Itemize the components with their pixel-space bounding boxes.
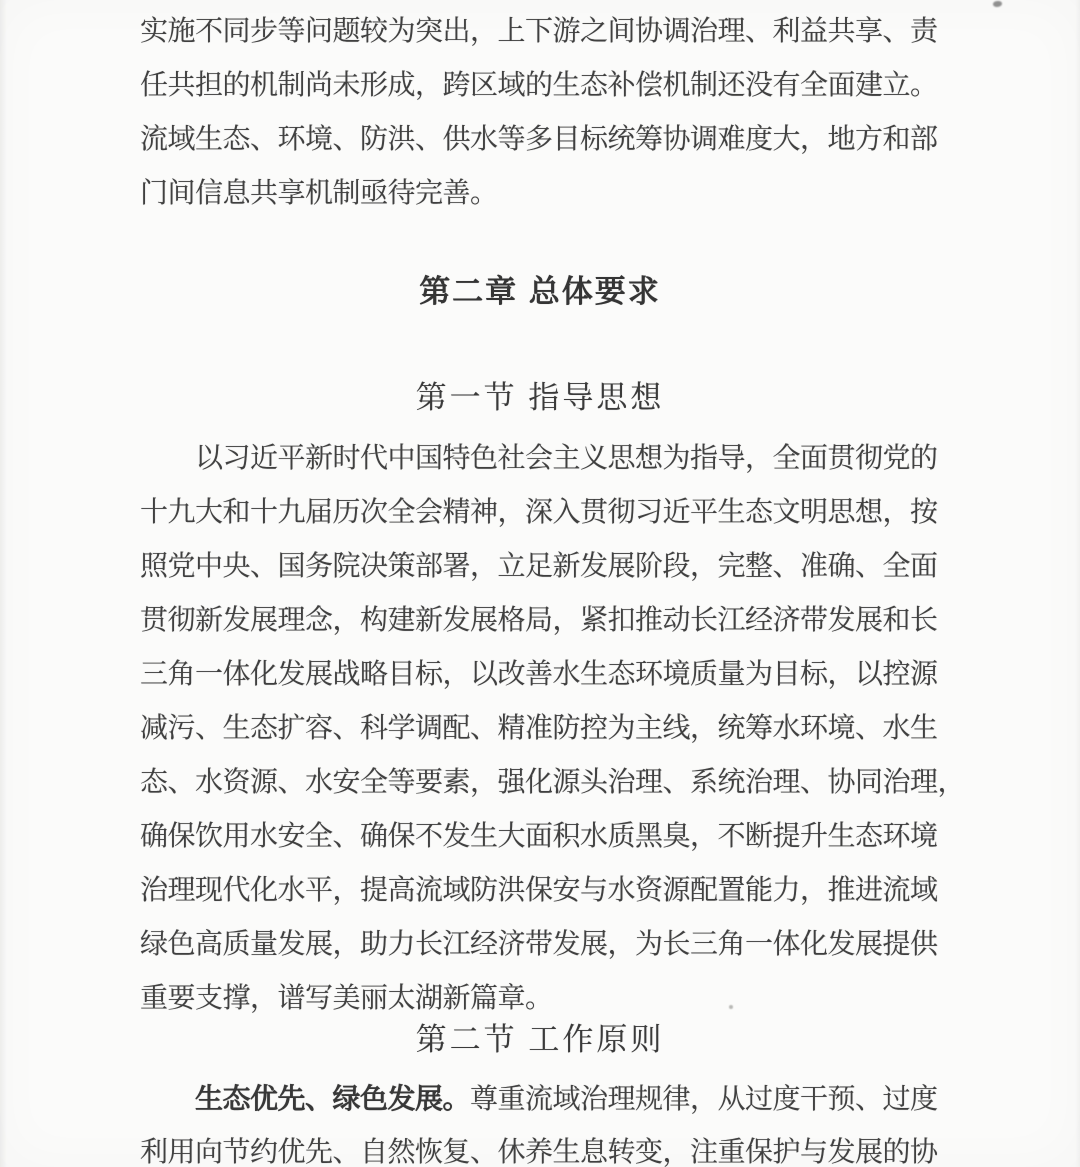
paragraph-continuation [140, 5, 952, 221]
body-text-line: 减污、生态扩容、科学调配、精准防控为主线，统筹水环境、水生 [140, 713, 938, 744]
paragraph-guiding-ideology [140, 432, 966, 1026]
body-text-line: 流域生态、环境、防洪、供水等多目标统筹协调难度大，地方和部 [140, 124, 938, 155]
principle-name-bold: 生态优先、绿色发展。 [195, 1083, 471, 1114]
body-text-line: 任共担的机制尚未形成，跨区域的生态补偿机制还没有全面建立。 [140, 70, 938, 101]
body-text-line: 态、水资源、水安全等要素，强化源头治理、系统治理、协同治理， [140, 767, 966, 798]
chapter-heading: 第二章 总体要求 [419, 274, 661, 309]
body-text-line: 三角一体化发展战略目标，以改善水生态环境质量为目标，以控源 [140, 659, 938, 690]
body-text-line: 门间信息共享机制亟待完善。 [140, 178, 498, 209]
body-text-line: 绿色高质量发展，助力长江经济带发展，为长三角一体化发展提供 [140, 929, 938, 960]
body-text-line [140, 1072, 952, 1126]
body-text-line: 利用向节约优先、自然恢复、休养生息转变，注重保护与发展的协 [140, 1137, 938, 1167]
paragraph-work-principles [140, 1072, 952, 1167]
body-text-line: 十九大和十九届历次全会精神，深入贯彻习近平生态文明思想，按 [140, 497, 938, 528]
body-text-line: 贯彻新发展理念，构建新发展格局，紧扣推动长江经济带发展和长 [140, 605, 938, 636]
body-text-line: 照党中央、国务院决策部署，立足新发展阶段，完整、准确、全面 [140, 551, 938, 582]
body-text-line: 治理现代化水平，提高流域防洪保安与水资源配置能力，推进流域 [140, 875, 938, 906]
principle-text: 尊重流域治理规律，从过度干预、过度 [470, 1084, 938, 1115]
section-heading-work-principles: 第二节 工作原则 [415, 1022, 665, 1057]
body-text-line: 确保饮用水安全、确保不发生大面积水质黑臭，不断提升生态环境 [140, 821, 938, 852]
body-text-line: 重要支撑，谱写美丽太湖新篇章。 [140, 983, 553, 1014]
body-text-line: 实施不同步等问题较为突出，上下游之间协调治理、利益共享、责 [140, 16, 938, 47]
scan-artifact-speck [993, 1, 1002, 7]
section-heading-guiding-ideology: 第一节 指导思想 [415, 380, 665, 415]
scan-edge-shade-right [1075, 0, 1080, 1167]
scan-edge-shade-left [0, 0, 7, 1167]
body-text-line: 以习近平新时代中国特色社会主义思想为指导，全面贯彻党的 [195, 443, 938, 474]
